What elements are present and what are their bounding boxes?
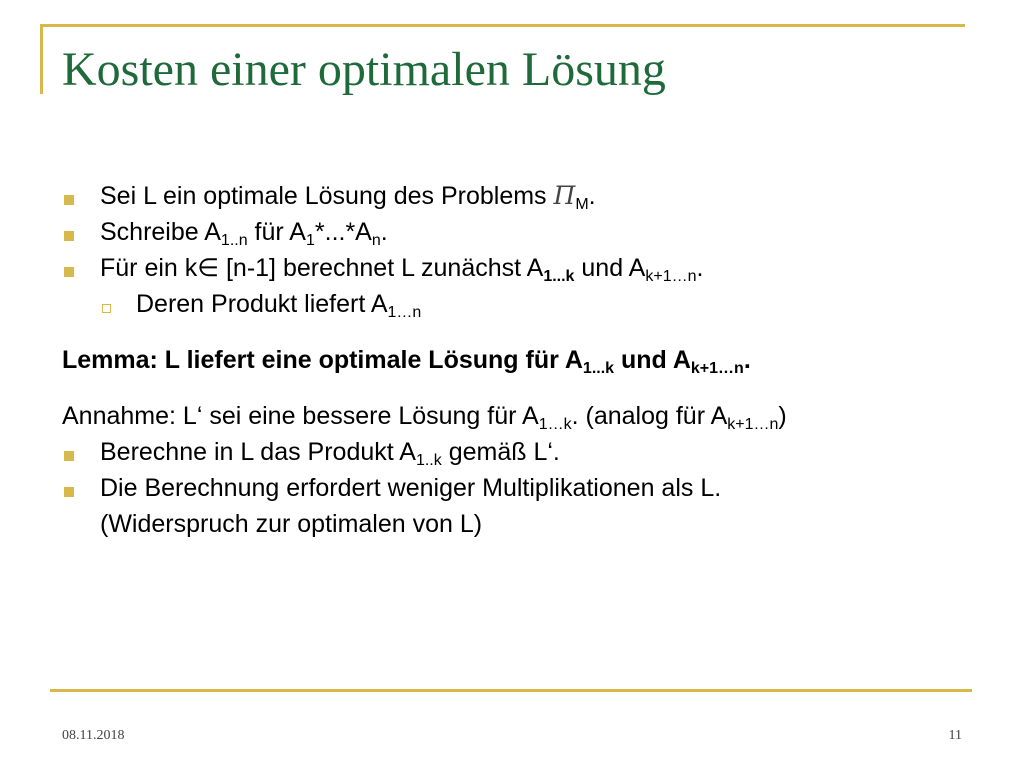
bullet-text: Berechne in L das Produkt A <box>100 438 416 466</box>
subscript: 1…k <box>538 416 572 433</box>
bullet-item <box>62 214 982 250</box>
square-bullet-icon <box>64 195 74 205</box>
top-frame-line <box>40 24 965 27</box>
square-bullet-icon <box>64 231 74 241</box>
annahme-text: ) <box>778 402 787 430</box>
bullet-item <box>62 250 982 286</box>
bullet-text: Die Berechnung erfordert weniger Multiplikationen als L. <box>100 474 722 502</box>
lemma-text: Lemma: L liefert eine optimale Lösung für A <box>62 346 583 374</box>
left-frame-line <box>40 26 43 94</box>
square-bullet-icon <box>64 451 74 461</box>
subscript: n <box>371 232 381 249</box>
subscript: k+1…n <box>690 360 744 377</box>
subscript: k+1…n <box>645 268 697 285</box>
subscript: 1…n <box>387 304 422 321</box>
slide-title: Kosten einer optimalen Lösung <box>62 43 666 96</box>
bullet-item <box>62 178 982 214</box>
lemma-text: und A <box>614 346 691 374</box>
footer-date: 08.11.2018 <box>62 728 125 743</box>
bullet-text: Deren Produkt liefert A <box>136 290 388 318</box>
subscript: k+1…n <box>727 416 779 433</box>
annahme-text: Annahme: L‘ sei eine bessere Lösung für A <box>62 402 539 430</box>
footer-divider <box>50 689 972 692</box>
subscript: 1..k <box>415 452 442 469</box>
square-bullet-icon <box>64 487 74 497</box>
bullet-text: Sei L ein optimale Lösung des Problems <box>100 182 554 210</box>
bullet-text: (Widerspruch zur optimalen von L) <box>100 510 483 538</box>
bullet-item <box>62 434 982 470</box>
bullet-text: . <box>588 182 596 210</box>
lemma-text: . <box>743 346 751 374</box>
bullet-text: . <box>696 254 704 282</box>
sub-bullet-item <box>62 286 982 322</box>
bullet-text: gemäß L‘. <box>441 438 560 466</box>
bullet-continuation <box>62 506 982 542</box>
bullet-text: für A <box>247 218 306 246</box>
bullet-text: Schreibe A <box>100 218 221 246</box>
hollow-square-bullet-icon <box>102 304 111 313</box>
bullet-text: *...*A <box>314 218 372 246</box>
page-number: 11 <box>948 728 962 743</box>
subscript: 1...k <box>543 268 575 285</box>
annahme-line <box>62 398 982 434</box>
subscript: M <box>575 196 589 213</box>
lemma-line <box>62 342 982 378</box>
subscript: 1...k <box>582 360 615 377</box>
square-bullet-icon <box>64 267 74 277</box>
bullet-text: Für ein k∈ [n-1] berechnet L zunächst A <box>100 254 544 282</box>
slide-content <box>62 178 982 542</box>
bullet-item <box>62 470 982 506</box>
subscript: 1..n <box>220 232 248 249</box>
pi-symbol: Π <box>553 181 576 210</box>
bullet-text: . <box>380 218 388 246</box>
annahme-text: . (analog für A <box>571 402 728 430</box>
subscript: 1 <box>305 232 315 249</box>
bullet-text: und A <box>574 254 646 282</box>
